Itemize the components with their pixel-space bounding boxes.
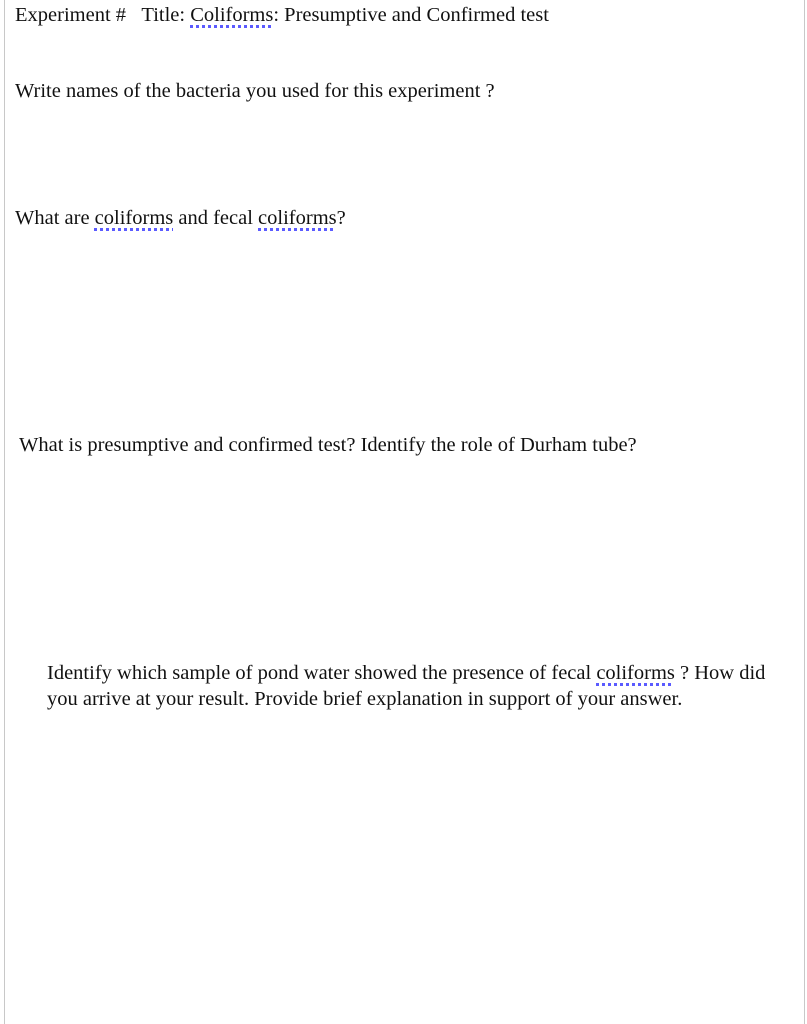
question-3 [19, 432, 637, 458]
experiment-label: Experiment # [15, 4, 127, 26]
document-page [4, 0, 805, 1024]
title-spellcheck-word[interactable]: Coliforms [190, 4, 274, 26]
question-2-spellcheck-word-2[interactable]: coliforms [258, 207, 337, 229]
question-1 [15, 78, 495, 104]
experiment-title-line [15, 2, 549, 28]
question-4-spellcheck-word[interactable]: coliforms [596, 662, 675, 684]
question-2-spellcheck-word-1[interactable]: coliforms [94, 207, 174, 229]
question-4-part-1: Identify which sample of pond water showed the presence of fecal [47, 662, 597, 684]
question-1-text: Write names of the bacteria you used for this experiment ? [15, 80, 495, 102]
question-2-part-2: and fecal [173, 207, 259, 229]
title-rest: : Presumptive and Confirmed test [273, 4, 549, 26]
question-2-part-3: ? [336, 207, 346, 229]
question-4-part-2: ? How did you arrive at your result. Provide brief explanation in support of your answer. [47, 662, 766, 710]
question-4 [47, 660, 787, 712]
title-prefix: Title: [141, 4, 191, 26]
question-2-part-1: What are [15, 207, 95, 229]
question-2 [15, 205, 346, 231]
question-3-text: What is presumptive and confirmed test? Identify the role of Durham tube? [19, 434, 637, 456]
